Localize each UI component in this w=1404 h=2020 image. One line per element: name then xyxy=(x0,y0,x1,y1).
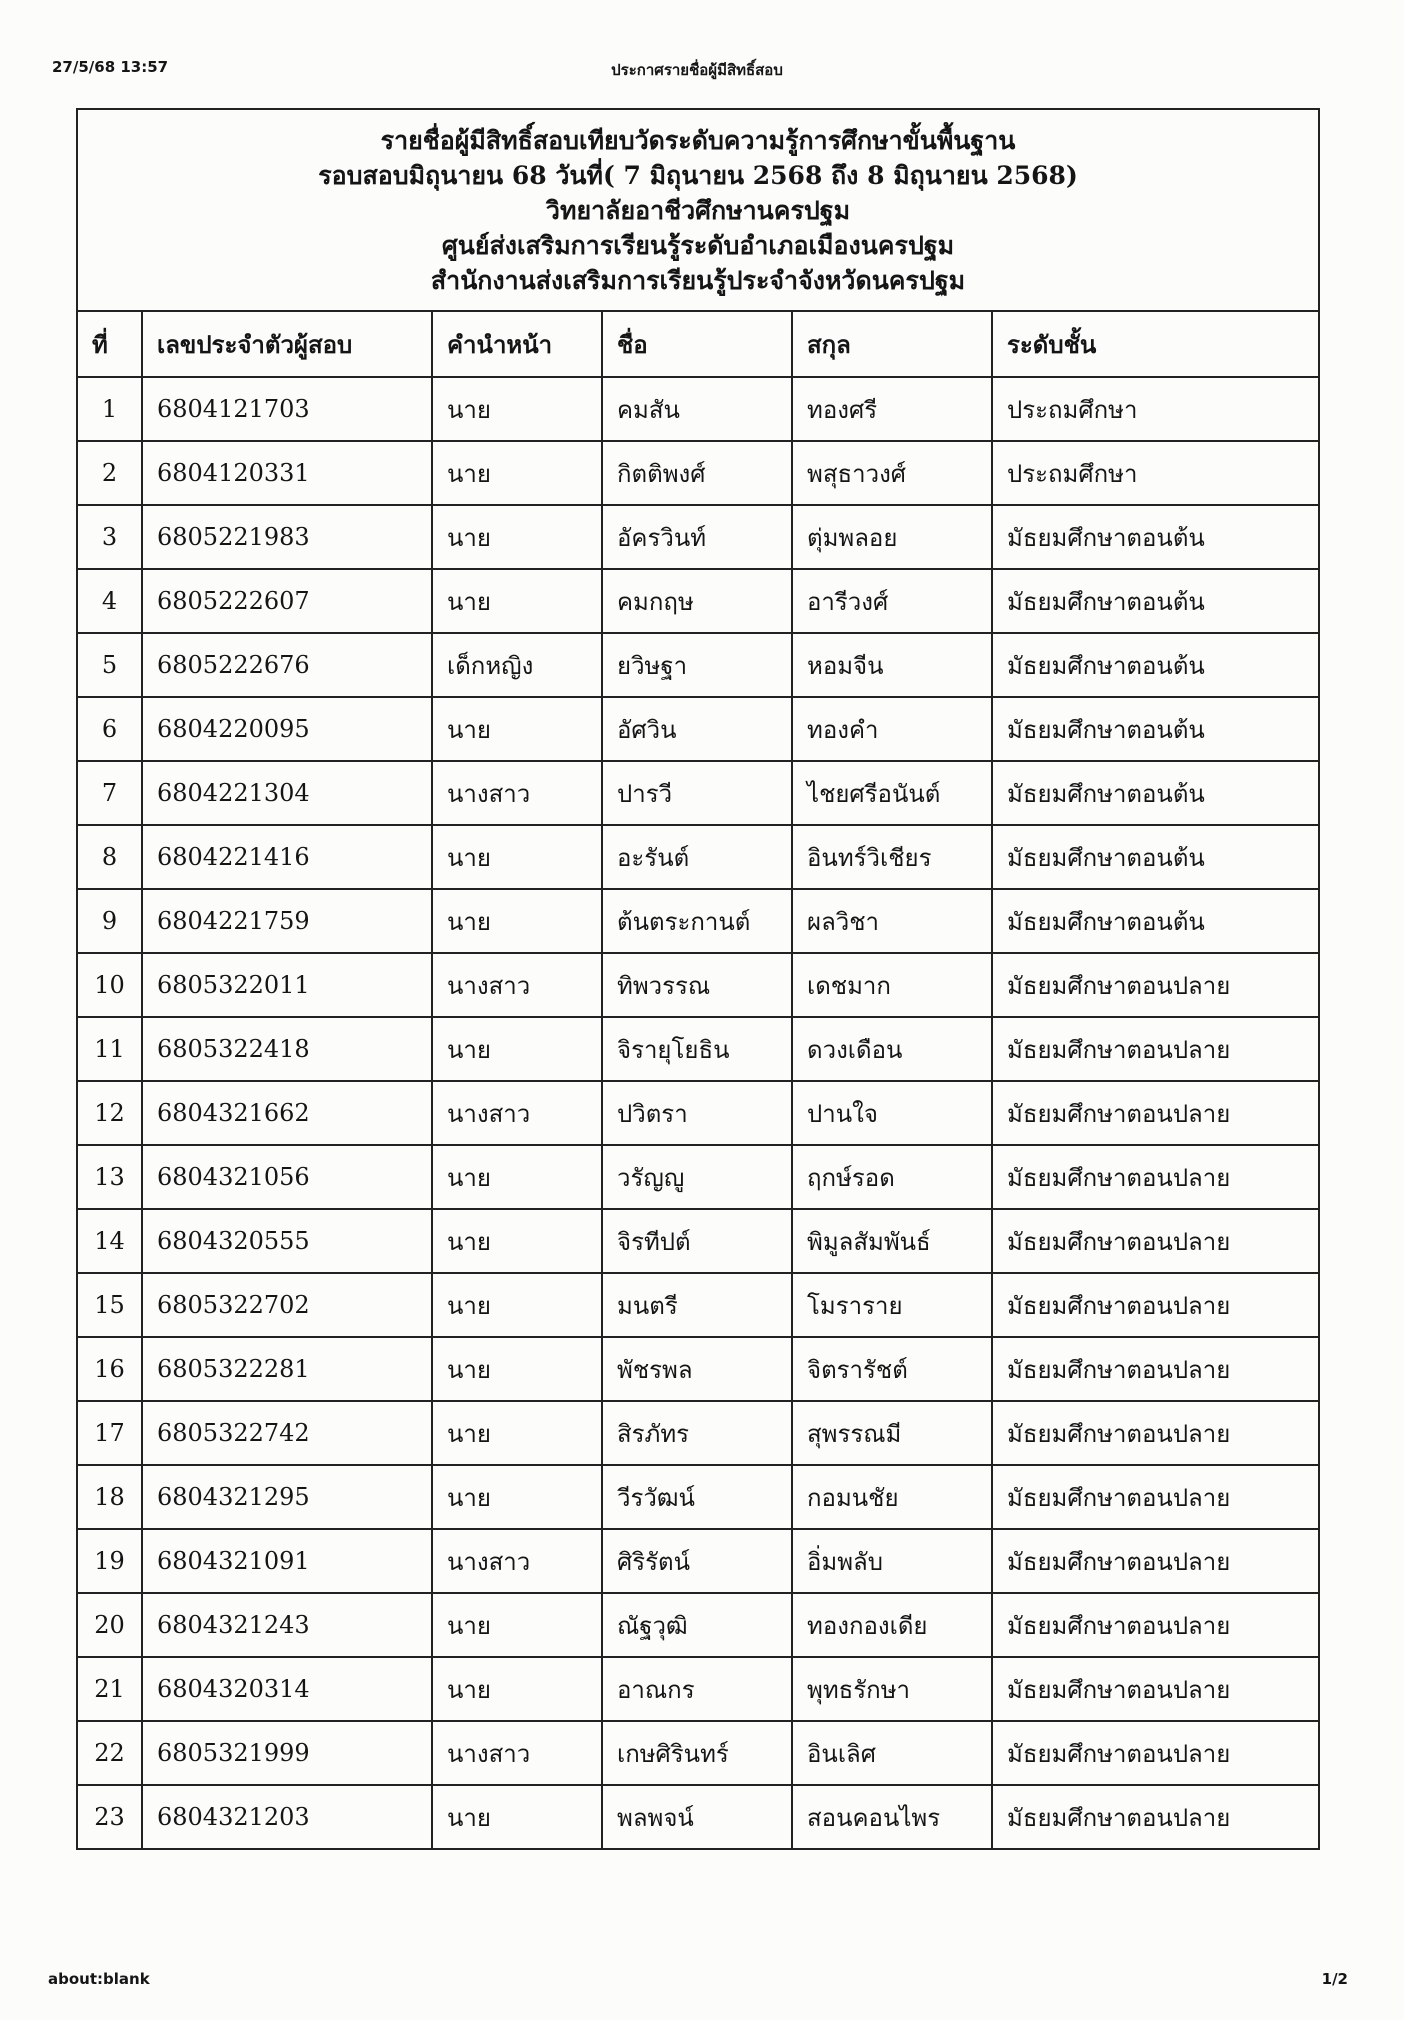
first-name-cell: ยวิษฐา xyxy=(602,633,792,697)
level-cell: มัธยมศึกษาตอนต้น xyxy=(992,825,1318,889)
row-number: 2 xyxy=(78,441,142,505)
table-row xyxy=(78,1145,1318,1209)
first-name-cell: พัชรพล xyxy=(602,1337,792,1401)
exam-id-cell: 6805222607 xyxy=(142,569,432,633)
document-title-block xyxy=(78,110,1318,312)
table-row xyxy=(78,633,1318,697)
last-name-cell: สุพรรณมี xyxy=(792,1401,992,1465)
first-name-cell: วรัญญู xyxy=(602,1145,792,1209)
prefix-cell: นาย xyxy=(432,1145,602,1209)
prefix-cell: นาย xyxy=(432,825,602,889)
row-number: 20 xyxy=(78,1593,142,1657)
print-url: about:blank xyxy=(48,1970,150,1988)
row-number: 16 xyxy=(78,1337,142,1401)
first-name-cell: อัครวินท์ xyxy=(602,505,792,569)
first-name-cell: จิรายุโยธิน xyxy=(602,1017,792,1081)
page-number: 1/2 xyxy=(1321,1970,1348,1988)
row-number: 21 xyxy=(78,1657,142,1721)
row-number: 10 xyxy=(78,953,142,1017)
last-name-cell: ไชยศรีอนันต์ xyxy=(792,761,992,825)
row-number: 18 xyxy=(78,1465,142,1529)
column-header-first-name: ชื่อ xyxy=(602,312,792,377)
prefix-cell: นาย xyxy=(432,1209,602,1273)
prefix-cell: นาย xyxy=(432,1657,602,1721)
prefix-cell: นาย xyxy=(432,505,602,569)
table-row xyxy=(78,1721,1318,1785)
title-line-5: สำนักงานส่งเสริมการเรียนรู้ประจำจังหวัดนครปฐม xyxy=(430,265,966,295)
exam-id-cell: 6805322011 xyxy=(142,953,432,1017)
candidate-list-sheet xyxy=(76,108,1320,1850)
exam-id-cell: 6804221304 xyxy=(142,761,432,825)
exam-id-cell: 6805221983 xyxy=(142,505,432,569)
print-footer xyxy=(48,1970,1348,1994)
prefix-cell: นาย xyxy=(432,1785,602,1848)
prefix-cell: นางสาว xyxy=(432,1721,602,1785)
last-name-cell: ปานใจ xyxy=(792,1081,992,1145)
prefix-cell: นาย xyxy=(432,569,602,633)
table-header-row xyxy=(78,312,1318,377)
exam-id-cell: 6805322742 xyxy=(142,1401,432,1465)
first-name-cell: จิรทีปต์ xyxy=(602,1209,792,1273)
first-name-cell: มนตรี xyxy=(602,1273,792,1337)
first-name-cell: เกษศิรินทร์ xyxy=(602,1721,792,1785)
title-line-2: รอบสอบมิถุนายน 68 วันที่( 7 มิถุนายน 2568 ถึง 8 มิถุนายน 2568) xyxy=(318,160,1078,190)
level-cell: มัธยมศึกษาตอนต้น xyxy=(992,761,1318,825)
first-name-cell: ณัฐวุฒิ xyxy=(602,1593,792,1657)
first-name-cell: ต้นตระกานต์ xyxy=(602,889,792,953)
level-cell: มัธยมศึกษาตอนปลาย xyxy=(992,1785,1318,1848)
row-number: 3 xyxy=(78,505,142,569)
exam-id-cell: 6804321056 xyxy=(142,1145,432,1209)
table-row xyxy=(78,1337,1318,1401)
last-name-cell: พสุธาวงศ์ xyxy=(792,441,992,505)
prefix-cell: นาย xyxy=(432,697,602,761)
level-cell: มัธยมศึกษาตอนต้น xyxy=(992,505,1318,569)
table-row xyxy=(78,441,1318,505)
last-name-cell: ฤกษ์รอด xyxy=(792,1145,992,1209)
prefix-cell: นาย xyxy=(432,441,602,505)
first-name-cell: ปวิตรา xyxy=(602,1081,792,1145)
last-name-cell: ทองคำ xyxy=(792,697,992,761)
row-number: 23 xyxy=(78,1785,142,1848)
first-name-cell: คมกฤษ xyxy=(602,569,792,633)
exam-id-cell: 6805321999 xyxy=(142,1721,432,1785)
table-row xyxy=(78,1081,1318,1145)
table-row xyxy=(78,1785,1318,1848)
level-cell: มัธยมศึกษาตอนปลาย xyxy=(992,1721,1318,1785)
level-cell: มัธยมศึกษาตอนปลาย xyxy=(992,1273,1318,1337)
last-name-cell: อินทร์วิเชียร xyxy=(792,825,992,889)
last-name-cell: เดชมาก xyxy=(792,953,992,1017)
first-name-cell: ศิริรัตน์ xyxy=(602,1529,792,1593)
prefix-cell: นางสาว xyxy=(432,1081,602,1145)
level-cell: มัธยมศึกษาตอนปลาย xyxy=(992,1337,1318,1401)
exam-id-cell: 6804321662 xyxy=(142,1081,432,1145)
last-name-cell: กอมนชัย xyxy=(792,1465,992,1529)
exam-id-cell: 6804321295 xyxy=(142,1465,432,1529)
table-row xyxy=(78,569,1318,633)
table-row xyxy=(78,761,1318,825)
last-name-cell: จิตรารัชต์ xyxy=(792,1337,992,1401)
column-header-last-name: สกุล xyxy=(792,312,992,377)
row-number: 14 xyxy=(78,1209,142,1273)
exam-id-cell: 6804320314 xyxy=(142,1657,432,1721)
level-cell: มัธยมศึกษาตอนปลาย xyxy=(992,1401,1318,1465)
first-name-cell: ปารวี xyxy=(602,761,792,825)
row-number: 6 xyxy=(78,697,142,761)
title-line-4: ศูนย์ส่งเสริมการเรียนรู้ระดับอำเภอเมืองนครปฐม xyxy=(441,230,955,260)
level-cell: มัธยมศึกษาตอนต้น xyxy=(992,697,1318,761)
table-row xyxy=(78,697,1318,761)
last-name-cell: หอมจีน xyxy=(792,633,992,697)
table-row xyxy=(78,505,1318,569)
print-document-title: ประกาศรายชื่อผู้มีสิทธิ์สอบ xyxy=(611,61,783,79)
first-name-cell: สิรภัทร xyxy=(602,1401,792,1465)
last-name-cell: อินเลิศ xyxy=(792,1721,992,1785)
row-number: 15 xyxy=(78,1273,142,1337)
last-name-cell: ทองศรี xyxy=(792,377,992,441)
level-cell: มัธยมศึกษาตอนปลาย xyxy=(992,1209,1318,1273)
last-name-cell: พุทธรักษา xyxy=(792,1657,992,1721)
first-name-cell: คมสัน xyxy=(602,377,792,441)
prefix-cell: นาย xyxy=(432,1337,602,1401)
level-cell: มัธยมศึกษาตอนปลาย xyxy=(992,1529,1318,1593)
exam-id-cell: 6805322702 xyxy=(142,1273,432,1337)
level-cell: มัธยมศึกษาตอนปลาย xyxy=(992,1145,1318,1209)
exam-id-cell: 6804320555 xyxy=(142,1209,432,1273)
exam-id-cell: 6804321203 xyxy=(142,1785,432,1848)
row-number: 8 xyxy=(78,825,142,889)
level-cell: มัธยมศึกษาตอนต้น xyxy=(992,889,1318,953)
last-name-cell: สอนคอนไพร xyxy=(792,1785,992,1848)
title-line-3: วิทยาลัยอาชีวศึกษานครปฐม xyxy=(545,195,851,225)
row-number: 17 xyxy=(78,1401,142,1465)
level-cell: มัธยมศึกษาตอนต้น xyxy=(992,569,1318,633)
title-line-1: รายชื่อผู้มีสิทธิ์สอบเทียบวัดระดับความรู้การศึกษาขั้นพื้นฐาน xyxy=(380,125,1016,155)
table-row xyxy=(78,1529,1318,1593)
prefix-cell: นาย xyxy=(432,889,602,953)
first-name-cell: กิตติพงศ์ xyxy=(602,441,792,505)
last-name-cell: ทองกองเดีย xyxy=(792,1593,992,1657)
row-number: 11 xyxy=(78,1017,142,1081)
first-name-cell: อะรันต์ xyxy=(602,825,792,889)
row-number: 22 xyxy=(78,1721,142,1785)
row-number: 1 xyxy=(78,377,142,441)
table-row xyxy=(78,1209,1318,1273)
column-header-exam-id: เลขประจำตัวผู้สอบ xyxy=(142,312,432,377)
prefix-cell: นาย xyxy=(432,1465,602,1529)
level-cell: มัธยมศึกษาตอนปลาย xyxy=(992,1017,1318,1081)
candidate-table xyxy=(78,312,1318,1848)
prefix-cell: นาย xyxy=(432,1017,602,1081)
level-cell: มัธยมศึกษาตอนปลาย xyxy=(992,1081,1318,1145)
exam-id-cell: 6804120331 xyxy=(142,441,432,505)
level-cell: ประถมศึกษา xyxy=(992,441,1318,505)
exam-id-cell: 6805322281 xyxy=(142,1337,432,1401)
level-cell: มัธยมศึกษาตอนปลาย xyxy=(992,1593,1318,1657)
last-name-cell: ตุ่มพลอย xyxy=(792,505,992,569)
level-cell: มัธยมศึกษาตอนปลาย xyxy=(992,953,1318,1017)
exam-id-cell: 6805222676 xyxy=(142,633,432,697)
prefix-cell: นางสาว xyxy=(432,761,602,825)
column-header-no: ที่ xyxy=(78,312,142,377)
exam-id-cell: 6804220095 xyxy=(142,697,432,761)
table-row xyxy=(78,1657,1318,1721)
exam-id-cell: 6804121703 xyxy=(142,377,432,441)
row-number: 9 xyxy=(78,889,142,953)
prefix-cell: นาย xyxy=(432,1593,602,1657)
table-row xyxy=(78,1273,1318,1337)
exam-id-cell: 6804221759 xyxy=(142,889,432,953)
row-number: 13 xyxy=(78,1145,142,1209)
last-name-cell: อารีวงศ์ xyxy=(792,569,992,633)
last-name-cell: พิมูลสัมพันธ์ xyxy=(792,1209,992,1273)
level-cell: มัธยมศึกษาตอนต้น xyxy=(992,633,1318,697)
row-number: 5 xyxy=(78,633,142,697)
prefix-cell: นาย xyxy=(432,1273,602,1337)
first-name-cell: อาณกร xyxy=(602,1657,792,1721)
table-row xyxy=(78,1465,1318,1529)
first-name-cell: วีรวัฒน์ xyxy=(602,1465,792,1529)
table-row xyxy=(78,377,1318,441)
prefix-cell: นาย xyxy=(432,377,602,441)
level-cell: มัธยมศึกษาตอนปลาย xyxy=(992,1657,1318,1721)
last-name-cell: โมราราย xyxy=(792,1273,992,1337)
table-row xyxy=(78,953,1318,1017)
prefix-cell: นางสาว xyxy=(432,953,602,1017)
first-name-cell: พลพจน์ xyxy=(602,1785,792,1848)
column-header-level: ระดับชั้น xyxy=(992,312,1318,377)
table-row xyxy=(78,889,1318,953)
prefix-cell: นางสาว xyxy=(432,1529,602,1593)
prefix-cell: เด็กหญิง xyxy=(432,633,602,697)
exam-id-cell: 6804221416 xyxy=(142,825,432,889)
last-name-cell: ผลวิชา xyxy=(792,889,992,953)
row-number: 4 xyxy=(78,569,142,633)
print-timestamp: 27/5/68 13:57 xyxy=(52,58,169,76)
exam-id-cell: 6805322418 xyxy=(142,1017,432,1081)
table-row xyxy=(78,1401,1318,1465)
print-header xyxy=(52,58,1342,82)
table-row xyxy=(78,825,1318,889)
row-number: 19 xyxy=(78,1529,142,1593)
first-name-cell: อัศวิน xyxy=(602,697,792,761)
prefix-cell: นาย xyxy=(432,1401,602,1465)
level-cell: มัธยมศึกษาตอนปลาย xyxy=(992,1465,1318,1529)
column-header-prefix: คำนำหน้า xyxy=(432,312,602,377)
last-name-cell: ดวงเดือน xyxy=(792,1017,992,1081)
exam-id-cell: 6804321243 xyxy=(142,1593,432,1657)
last-name-cell: อิ่มพลับ xyxy=(792,1529,992,1593)
table-row xyxy=(78,1017,1318,1081)
level-cell: ประถมศึกษา xyxy=(992,377,1318,441)
table-row xyxy=(78,1593,1318,1657)
first-name-cell: ทิพวรรณ xyxy=(602,953,792,1017)
row-number: 12 xyxy=(78,1081,142,1145)
exam-id-cell: 6804321091 xyxy=(142,1529,432,1593)
row-number: 7 xyxy=(78,761,142,825)
